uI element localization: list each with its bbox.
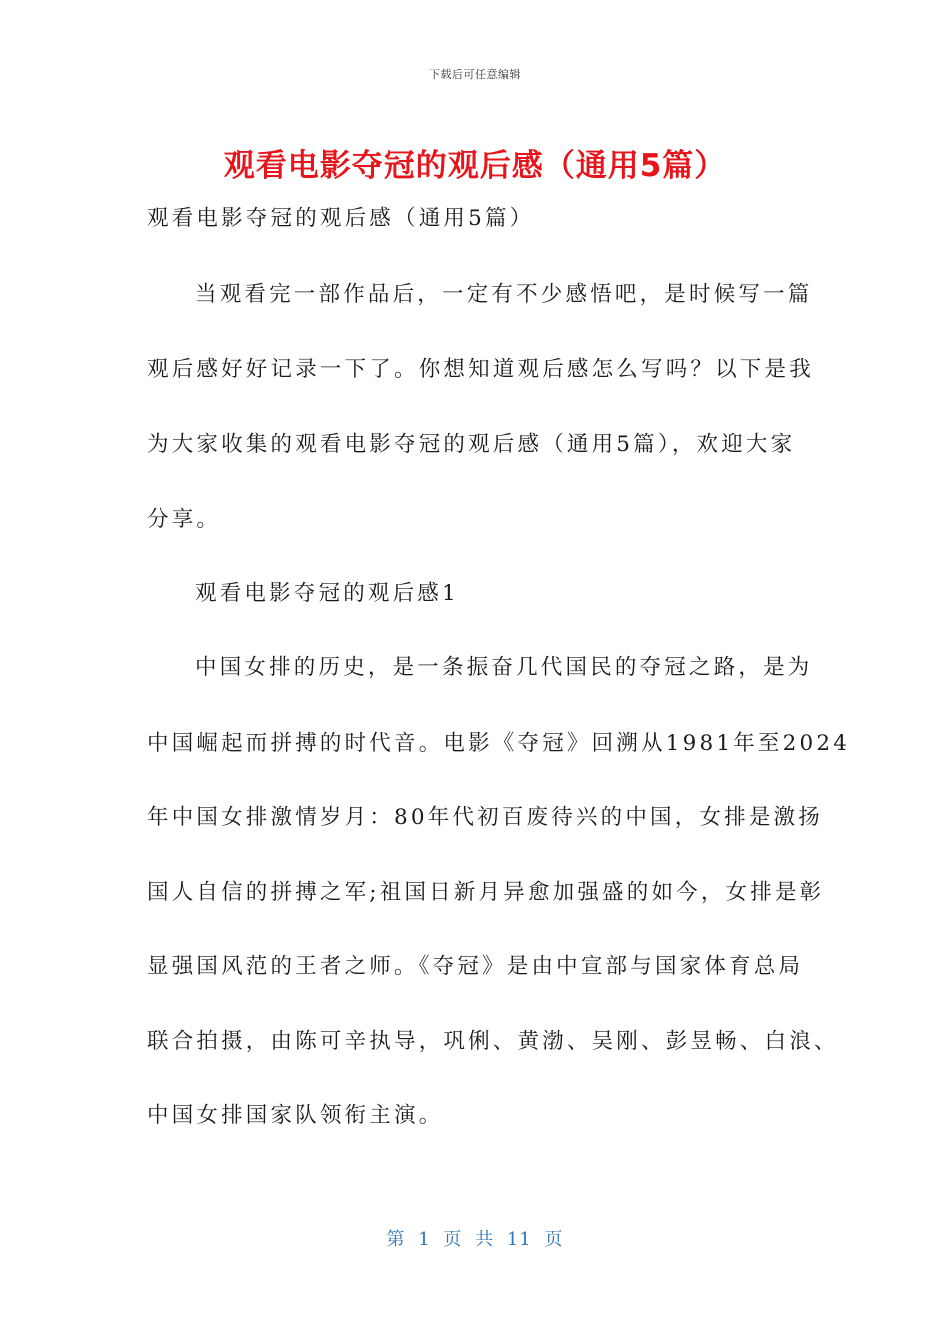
paragraph-line: 年中国女排激情岁月：80年代初百废待兴的中国，女排是激扬: [147, 805, 823, 830]
page-number: 第 1 页 共 11 页: [386, 1229, 564, 1250]
paragraph-line: 中国崛起而拼搏的时代音。电影《夺冠》回溯从1981年至2024: [147, 731, 851, 756]
document-title: 观看电影夺冠的观后感（通用5篇）: [223, 148, 727, 184]
paragraph-line: 显强国风范的王者之师。《夺冠》是由中宣部与国家体育总局: [147, 954, 804, 979]
paragraph-line: 联合拍摄，由陈可辛执导，巩俐、黄渤、吴刚、彭昱畅、白浪、: [147, 1029, 839, 1054]
subtitle-line: 观看电影夺冠的观后感（通用5篇）: [147, 206, 535, 231]
paragraph-line: 观后感好好记录一下了。你想知道观后感怎么写吗？以下是我: [147, 357, 814, 382]
paragraph-line: 分享。: [147, 507, 222, 532]
paragraph-line: 中国女排国家队领衔主演。: [147, 1103, 444, 1128]
paragraph-line: 为大家收集的观看电影夺冠的观后感（通用5篇），欢迎大家: [147, 432, 796, 457]
paragraph-line: 中国女排的历史，是一条振奋几代国民的夺冠之路，是为: [195, 655, 813, 680]
paragraph-line: 当观看完一部作品后，一定有不少感悟吧，是时候写一篇: [195, 282, 813, 307]
section-heading: 观看电影夺冠的观后感1: [195, 581, 459, 606]
header-note: 下载后可任意编辑: [429, 68, 521, 81]
paragraph-line: 国人自信的拼搏之军;祖国日新月异愈加强盛的如今，女排是彰: [147, 880, 825, 905]
